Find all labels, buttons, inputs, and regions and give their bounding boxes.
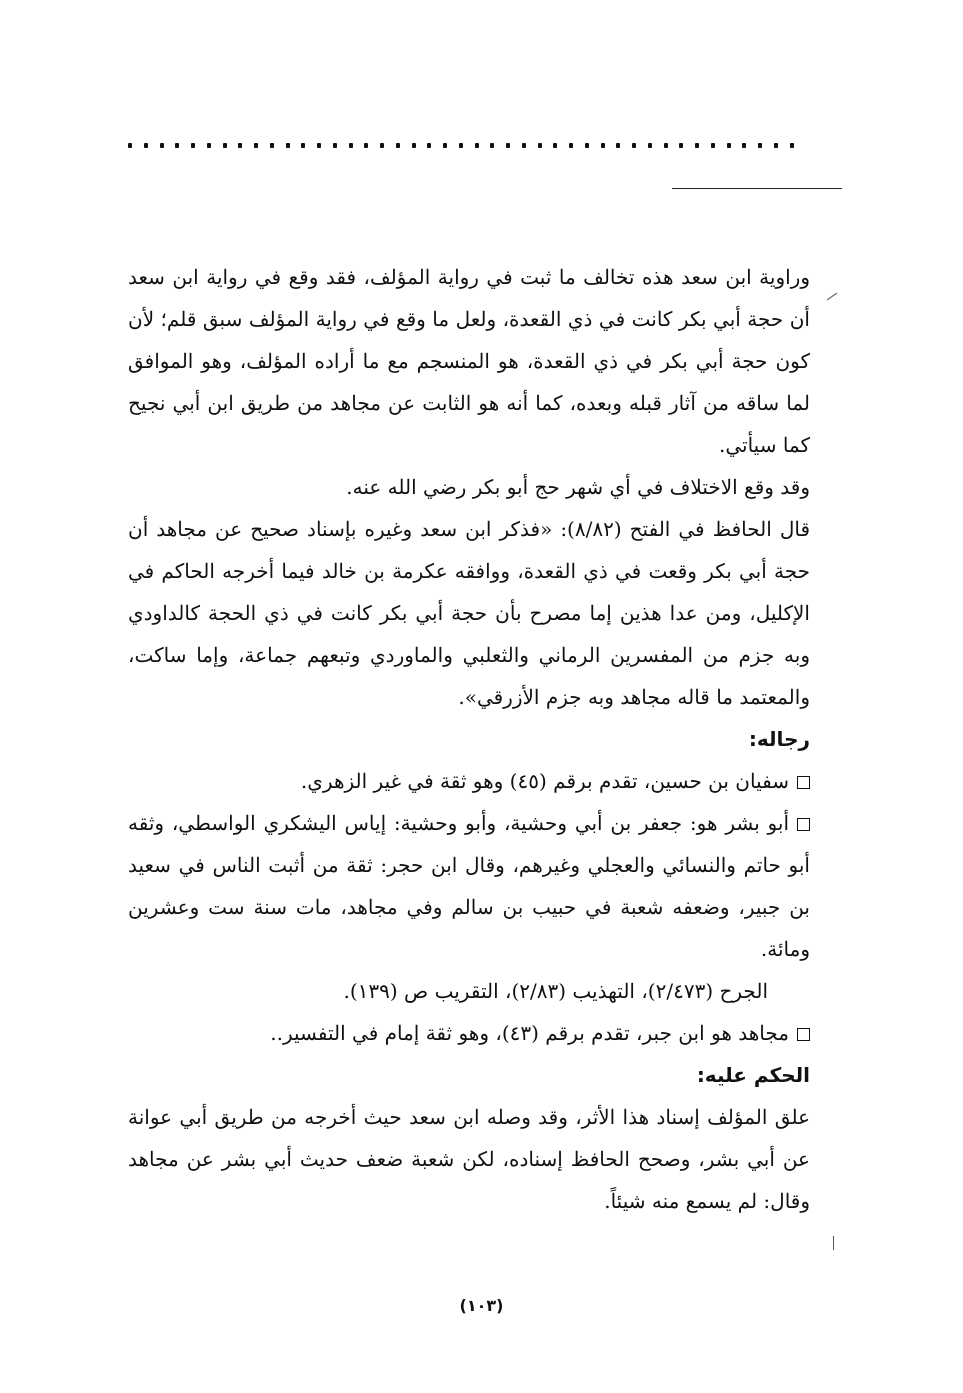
separator-dot bbox=[522, 143, 526, 148]
paragraph-riwaya: وراوية ابن سعد هذه تخالف ما ثبت في رواية المؤلف، فقد وقع في رواية ابن سعد أن حجة أبي بكر كانت في ذي القعدة، ولعل ما وقع في رواية المؤلف سبق قلم؛ لأن كون حجة أبي بكر في ذي القعدة، هو المنسجم مع ما أراده المؤلف، وهو الموافق لما ساقه من آثار قبله وبعده، كما أنه هو الثابت عن مجاهد من طريق ابن أبي نجيح كما سيأتي. bbox=[128, 265, 810, 457]
margin-mark bbox=[827, 293, 837, 301]
separator-dot bbox=[380, 143, 384, 148]
separator-dot bbox=[144, 143, 148, 148]
separator-dot bbox=[317, 143, 321, 148]
footnote-rule bbox=[672, 188, 842, 189]
separator-dot bbox=[175, 143, 179, 148]
separator-dot bbox=[538, 143, 542, 148]
separator-dot bbox=[160, 143, 164, 148]
rijal-item bbox=[128, 802, 810, 970]
separator-dot bbox=[553, 143, 557, 148]
rijal-item-text: سفيان بن حسين، تقدم برقم (٤٥) وهو ثقة في غير الزهري. bbox=[300, 769, 789, 793]
paragraph-hafiz-quote: قال الحافظ في الفتح (٨/٨٢): «فذكر ابن سعد وغيره بإسناد صحيح عن مجاهد أن حجة أبي بكر وقعت في ذي القعدة، ووافقه عكرمة بن خالد فيما أخرجه الحاكم في الإكليل، ومن عدا هذين إما مصرح بأن حجة أبي بكر كانت في ذي الحجة كالداودي وبه جزم من المفسرين الرماني والثعلبي والماوردي وتبعهم جماعة، وإما ساكت، والمعتمد ما قاله مجاهد وبه جزم الأزرقي». bbox=[128, 517, 810, 709]
separator-dot bbox=[191, 143, 195, 148]
separator-dot bbox=[742, 143, 746, 148]
separator-dot bbox=[632, 143, 636, 148]
separator-dot bbox=[648, 143, 652, 148]
main-text bbox=[128, 256, 810, 1222]
separator-dot bbox=[475, 143, 479, 148]
paragraph-ikhtilaf: وقد وقع الاختلاف في أي شهر حج أبو بكر رضي الله عنه. bbox=[346, 475, 810, 499]
checkbox-bullet-icon bbox=[797, 818, 810, 831]
separator-dot bbox=[443, 143, 447, 148]
separator-dot bbox=[396, 143, 400, 148]
separator-dot bbox=[711, 143, 715, 148]
separator-dot bbox=[790, 143, 794, 148]
checkbox-bullet-icon bbox=[797, 1028, 810, 1041]
separator-dot bbox=[128, 143, 132, 148]
separator-dot bbox=[459, 143, 463, 148]
separator-dot bbox=[695, 143, 699, 148]
references-line: الجرح (٢/٤٧٣)، التهذيب (٢/٨٣)، التقريب ص (١٣٩). bbox=[343, 979, 768, 1003]
separator-dot bbox=[207, 143, 211, 148]
separator-dot bbox=[664, 143, 668, 148]
separator-dot bbox=[569, 143, 573, 148]
rijal-item-text: مجاهد هو ابن جبر، تقدم برقم (٤٣)، وهو ثقة إمام في التفسير.. bbox=[270, 1021, 789, 1045]
separator-dot bbox=[254, 143, 258, 148]
separator-dot bbox=[490, 143, 494, 148]
separator-dot bbox=[506, 143, 510, 148]
separator-dot bbox=[727, 143, 731, 148]
hukm-heading: الحكم عليه: bbox=[696, 1063, 810, 1087]
separator-dot bbox=[774, 143, 778, 148]
checkbox-bullet-icon bbox=[797, 776, 810, 789]
rijal-heading: رجاله: bbox=[748, 727, 810, 751]
separator-dot bbox=[333, 143, 337, 148]
separator-dot bbox=[223, 143, 227, 148]
separator-dot bbox=[585, 143, 589, 148]
rijal-item bbox=[128, 1012, 810, 1054]
separator-dot bbox=[286, 143, 290, 148]
rijal-item-text: أبو بشر هو: جعفر بن أبي وحشية، وأبو وحشية: إياس اليشكري الواسطي، وثقه أبو حاتم والنسائي والعجلي وغيرهم، وقال ابن حجر: ثقة من أثبت الناس في سعيد بن جبير، وضعفه شعبة في حبيب بن سالم وفي مجاهد، مات سنة ست وعشرين ومائة. bbox=[128, 811, 810, 961]
separator-dot bbox=[270, 143, 274, 148]
separator-dot bbox=[616, 143, 620, 148]
separator-dot bbox=[301, 143, 305, 148]
separator-dot bbox=[349, 143, 353, 148]
separator-dot bbox=[364, 143, 368, 148]
separator-dot bbox=[601, 143, 605, 148]
separator-dot bbox=[758, 143, 762, 148]
separator-dot bbox=[679, 143, 683, 148]
dotted-separator bbox=[128, 136, 794, 154]
hukm-paragraph: علق المؤلف إسناد هذا الأثر، وقد وصله ابن سعد حيث أخرجه من طريق أبي عوانة عن أبي بشر، وصحح الحافظ إسناده، لكن شعبة ضعف حديث أبي بشر عن مجاهد وقال: لم يسمع منه شيئاً. bbox=[128, 1105, 810, 1213]
separator-dot bbox=[427, 143, 431, 148]
separator-dot bbox=[412, 143, 416, 148]
separator-dot bbox=[238, 143, 242, 148]
page-number: (١٠٣) bbox=[459, 1296, 504, 1315]
margin-mark bbox=[833, 1236, 834, 1250]
rijal-item bbox=[128, 760, 810, 802]
